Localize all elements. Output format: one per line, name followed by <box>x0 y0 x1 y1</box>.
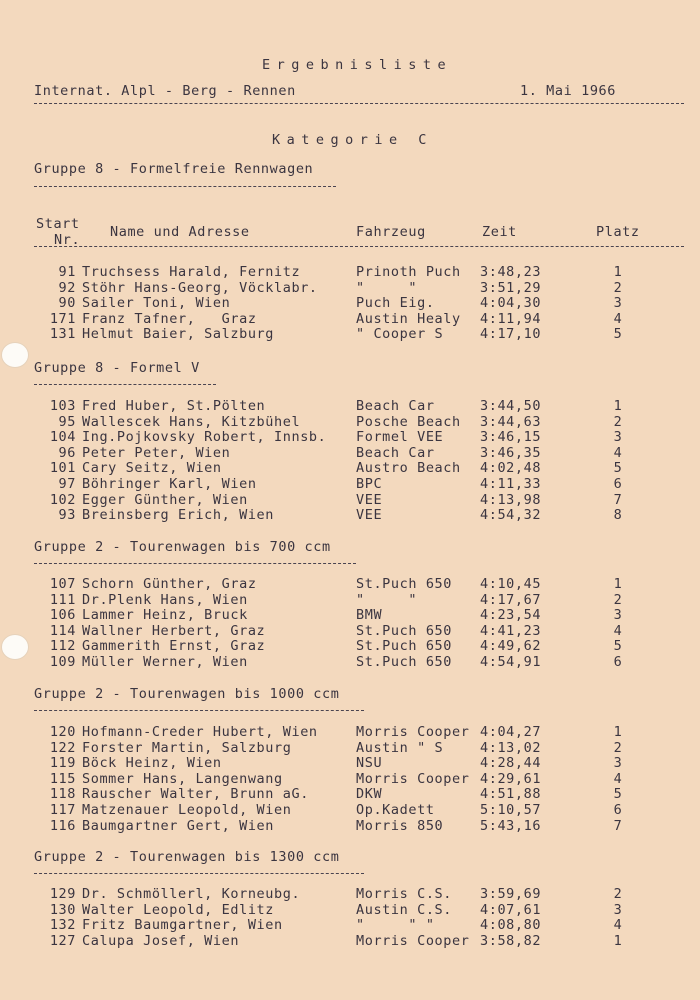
start-number: 112 <box>49 638 76 655</box>
vehicle: Op.Kadett <box>356 802 435 818</box>
group-title: Gruppe 2 - Tourenwagen bis 700 ccm <box>34 539 331 555</box>
race-time: 4:29,61 <box>480 770 542 787</box>
result-row <box>0 280 700 296</box>
driver-name: Böck Heinz, Wien <box>82 755 222 772</box>
placement: 5 <box>613 638 623 655</box>
vehicle: BPC <box>356 476 383 492</box>
race-time: 4:02,48 <box>480 460 542 477</box>
result-row <box>0 507 700 523</box>
result-row <box>0 818 700 834</box>
result-row <box>0 654 700 670</box>
group-underline <box>34 384 216 385</box>
race-time: 4:10,45 <box>480 576 542 592</box>
start-number: 101 <box>49 460 76 477</box>
driver-name: Ing.Pojkovsky Robert, Innsb. <box>82 429 327 446</box>
race-time: 4:17,67 <box>480 591 542 608</box>
placement: 4 <box>613 917 623 934</box>
placement: 5 <box>613 460 623 477</box>
vehicle: " " <box>356 591 418 608</box>
start-number: 130 <box>49 901 76 918</box>
race-time: 4:51,88 <box>480 786 542 803</box>
result-row <box>0 886 700 902</box>
race-time: 4:13,98 <box>480 491 542 508</box>
group-underline <box>34 710 364 711</box>
vehicle: " " <box>356 279 418 296</box>
race-time: 3:44,50 <box>480 398 542 414</box>
vehicle: St.Puch 650 <box>356 622 453 639</box>
result-row <box>0 326 700 342</box>
driver-name: Egger Günther, Wien <box>82 491 248 508</box>
placement: 1 <box>613 724 623 740</box>
result-row <box>0 460 700 476</box>
driver-name: Stöhr Hans-Georg, Vöcklabr. <box>82 279 318 296</box>
start-number: 106 <box>49 607 76 624</box>
start-number: 107 <box>49 576 76 592</box>
driver-name: Schorn Günther, Graz <box>82 576 257 592</box>
result-row <box>0 607 700 623</box>
driver-name: Truchsess Harald, Fernitz <box>82 264 301 280</box>
start-number: 115 <box>49 770 76 787</box>
group-underline <box>34 873 364 874</box>
event-name: Internat. Alpl - Berg - Rennen <box>34 83 296 99</box>
placement: 1 <box>613 264 623 280</box>
start-number: 132 <box>49 917 76 934</box>
start-number: 116 <box>49 817 76 834</box>
placement: 5 <box>613 786 623 803</box>
result-row <box>0 771 700 787</box>
placement: 3 <box>613 295 623 312</box>
race-time: 4:04,27 <box>480 724 542 740</box>
group-title: Gruppe 8 - Formelfreie Rennwagen <box>34 161 314 177</box>
event-date: 1. Mai 1966 <box>520 83 617 99</box>
race-time: 3:58,82 <box>480 932 542 949</box>
column-start-nr: Nr. <box>54 232 81 248</box>
race-time: 4:08,80 <box>480 917 542 934</box>
category-title: Kategorie C <box>272 132 433 148</box>
vehicle: Formel VEE <box>356 429 444 446</box>
vehicle: DKW <box>356 786 383 803</box>
vehicle: St.Puch 650 <box>356 638 453 655</box>
start-number: 93 <box>58 507 76 524</box>
start-number: 120 <box>49 724 76 740</box>
start-number: 102 <box>49 491 76 508</box>
driver-name: Helmut Baier, Salzburg <box>82 326 275 343</box>
driver-name: Peter Peter, Wien <box>82 444 231 461</box>
vehicle: NSU <box>356 755 383 772</box>
placement: 5 <box>613 326 623 343</box>
start-number: 122 <box>49 739 76 756</box>
placement: 2 <box>613 591 623 608</box>
result-row <box>0 398 700 414</box>
column-time: Zeit <box>482 224 517 240</box>
vehicle: Morris Cooper <box>356 724 470 740</box>
placement: 6 <box>613 476 623 492</box>
result-row <box>0 724 700 740</box>
header-divider <box>34 103 684 104</box>
result-row <box>0 445 700 461</box>
driver-name: Cary Seitz, Wien <box>82 460 222 477</box>
placement: 2 <box>613 886 623 902</box>
placement: 2 <box>613 279 623 296</box>
driver-name: Gammerith Ernst, Graz <box>82 638 266 655</box>
driver-name: Rauscher Walter, Brunn aG. <box>82 786 309 803</box>
group-title: Gruppe 2 - Tourenwagen bis 1000 ccm <box>34 686 340 702</box>
race-time: 4:11,94 <box>480 310 542 327</box>
placement: 2 <box>613 739 623 756</box>
race-time: 3:51,29 <box>480 279 542 296</box>
start-number: 127 <box>49 932 76 949</box>
start-number: 119 <box>49 755 76 772</box>
result-row <box>0 902 700 918</box>
race-time: 3:59,69 <box>480 886 542 902</box>
placement: 3 <box>613 901 623 918</box>
start-number: 109 <box>49 654 76 670</box>
race-time: 3:44,63 <box>480 413 542 430</box>
vehicle: Morris Cooper <box>356 770 470 787</box>
race-time: 5:43,16 <box>480 817 542 834</box>
column-start: Start <box>36 216 80 232</box>
start-number: 117 <box>49 802 76 818</box>
vehicle: Austin C.S. <box>356 901 453 918</box>
driver-name: Sailer Toni, Wien <box>82 295 231 312</box>
result-row <box>0 933 700 949</box>
driver-name: Dr.Plenk Hans, Wien <box>82 591 248 608</box>
driver-name: Forster Martin, Salzburg <box>82 739 292 756</box>
vehicle: Morris C.S. <box>356 886 453 902</box>
vehicle: BMW <box>356 607 383 624</box>
race-time: 4:54,91 <box>480 654 542 670</box>
start-number: 111 <box>49 591 76 608</box>
placement: 1 <box>613 398 623 414</box>
vehicle: " " " <box>356 917 435 934</box>
result-row <box>0 295 700 311</box>
result-row <box>0 623 700 639</box>
start-number: 97 <box>58 476 76 492</box>
vehicle: Posche Beach <box>356 413 461 430</box>
vehicle: St.Puch 650 <box>356 576 453 592</box>
result-row <box>0 576 700 592</box>
driver-name: Böhringer Karl, Wien <box>82 476 257 492</box>
vehicle: Austin " S <box>356 739 444 756</box>
result-row <box>0 476 700 492</box>
start-number: 90 <box>58 295 76 312</box>
driver-name: Franz Tafner, Graz <box>82 310 257 327</box>
group-title: Gruppe 2 - Tourenwagen bis 1300 ccm <box>34 849 340 865</box>
result-row <box>0 740 700 756</box>
race-time: 4:04,30 <box>480 295 542 312</box>
placement: 3 <box>613 755 623 772</box>
placement: 7 <box>613 817 623 834</box>
vehicle: VEE <box>356 507 383 524</box>
driver-name: Dr. Schmöllerl, Korneubg. <box>82 886 301 902</box>
race-time: 3:46,35 <box>480 444 542 461</box>
column-car: Fahrzeug <box>356 224 426 240</box>
start-number: 95 <box>58 413 76 430</box>
start-number: 129 <box>49 886 76 902</box>
driver-name: Walter Leopold, Edlitz <box>82 901 275 918</box>
race-time: 5:10,57 <box>480 802 542 818</box>
start-number: 103 <box>49 398 76 414</box>
race-time: 4:23,54 <box>480 607 542 624</box>
start-number: 92 <box>58 279 76 296</box>
group-title: Gruppe 8 - Formel V <box>34 360 200 376</box>
vehicle: Beach Car <box>356 444 435 461</box>
driver-name: Sommer Hans, Langenwang <box>82 770 283 787</box>
driver-name: Wallner Herbert, Graz <box>82 622 266 639</box>
result-row <box>0 755 700 771</box>
vehicle: Morris Cooper <box>356 932 470 949</box>
result-row <box>0 311 700 327</box>
punch-hole-top <box>2 343 28 367</box>
race-time: 3:46,15 <box>480 429 542 446</box>
start-number: 104 <box>49 429 76 446</box>
race-time: 4:49,62 <box>480 638 542 655</box>
placement: 2 <box>613 413 623 430</box>
vehicle: Beach Car <box>356 398 435 414</box>
driver-name: Matzenauer Leopold, Wien <box>82 802 292 818</box>
result-row <box>0 264 700 280</box>
vehicle: VEE <box>356 491 383 508</box>
group-underline <box>34 186 336 187</box>
start-number: 131 <box>49 326 76 343</box>
result-row <box>0 917 700 933</box>
result-row <box>0 786 700 802</box>
column-place: Platz <box>596 224 640 240</box>
placement: 4 <box>613 310 623 327</box>
placement: 7 <box>613 491 623 508</box>
vehicle: " Cooper S <box>356 326 444 343</box>
placement: 3 <box>613 429 623 446</box>
placement: 6 <box>613 654 623 670</box>
race-time: 4:11,33 <box>480 476 542 492</box>
driver-name: Fred Huber, St.Pölten <box>82 398 266 414</box>
start-number: 114 <box>49 622 76 639</box>
group-underline <box>34 563 356 564</box>
driver-name: Breinsberg Erich, Wien <box>82 507 275 524</box>
race-time: 4:54,32 <box>480 507 542 524</box>
driver-name: Hofmann-Creder Hubert, Wien <box>82 724 318 740</box>
result-row <box>0 592 700 608</box>
race-time: 4:28,44 <box>480 755 542 772</box>
placement: 6 <box>613 802 623 818</box>
race-time: 4:41,23 <box>480 622 542 639</box>
vehicle: Austin Healy <box>356 310 461 327</box>
start-number: 118 <box>49 786 76 803</box>
placement: 4 <box>613 770 623 787</box>
vehicle: Prinoth Puch <box>356 264 461 280</box>
race-time: 4:07,61 <box>480 901 542 918</box>
start-number: 171 <box>49 310 76 327</box>
placement: 8 <box>613 507 623 524</box>
result-row <box>0 492 700 508</box>
placement: 1 <box>613 932 623 949</box>
vehicle: St.Puch 650 <box>356 654 453 670</box>
result-row <box>0 429 700 445</box>
column-divider <box>34 246 684 247</box>
page-title: Ergebnisliste <box>262 57 453 73</box>
result-row <box>0 802 700 818</box>
placement: 4 <box>613 622 623 639</box>
placement: 4 <box>613 444 623 461</box>
race-time: 3:48,23 <box>480 264 542 280</box>
driver-name: Müller Werner, Wien <box>82 654 248 670</box>
race-time: 4:13,02 <box>480 739 542 756</box>
placement: 3 <box>613 607 623 624</box>
placement: 1 <box>613 576 623 592</box>
vehicle: Morris 850 <box>356 817 444 834</box>
driver-name: Lammer Heinz, Bruck <box>82 607 248 624</box>
driver-name: Baumgartner Gert, Wien <box>82 817 275 834</box>
start-number: 91 <box>58 264 76 280</box>
column-name: Name und Adresse <box>110 224 250 240</box>
result-row <box>0 638 700 654</box>
driver-name: Fritz Baumgartner, Wien <box>82 917 283 934</box>
driver-name: Calupa Josef, Wien <box>82 932 240 949</box>
vehicle: Austro Beach <box>356 460 461 477</box>
start-number: 96 <box>58 444 76 461</box>
vehicle: Puch Eig. <box>356 295 435 312</box>
result-row <box>0 414 700 430</box>
driver-name: Wallescek Hans, Kitzbühel <box>82 413 301 430</box>
race-time: 4:17,10 <box>480 326 542 343</box>
